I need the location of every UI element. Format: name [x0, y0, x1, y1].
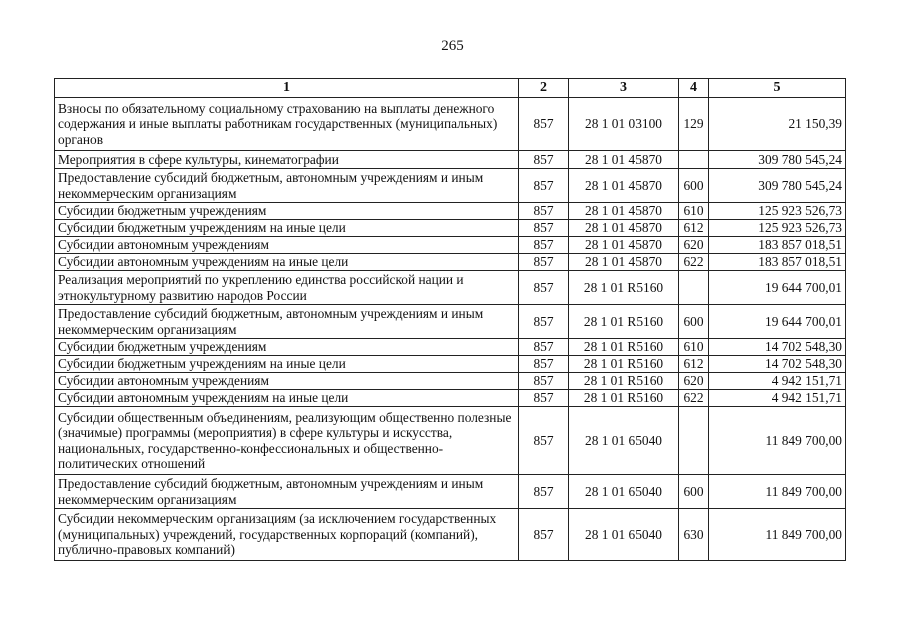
table-row	[55, 169, 846, 203]
row-amount: 11 849 700,00	[709, 509, 846, 561]
budget-table	[54, 78, 846, 561]
header-col-5: 5	[709, 79, 846, 98]
row-name: Субсидии бюджетным учреждениям	[55, 339, 519, 356]
table-row	[55, 390, 846, 407]
row-amount: 4 942 151,71	[709, 390, 846, 407]
row-target: 28 1 01 R5160	[569, 356, 679, 373]
row-type	[679, 271, 709, 305]
row-type: 622	[679, 254, 709, 271]
row-type: 630	[679, 509, 709, 561]
row-type: 600	[679, 305, 709, 339]
table-row	[55, 356, 846, 373]
row-target: 28 1 01 R5160	[569, 305, 679, 339]
row-code: 857	[519, 151, 569, 169]
row-target: 28 1 01 45870	[569, 169, 679, 203]
row-name: Субсидии автономным учреждениям на иные цели	[55, 254, 519, 271]
row-name: Взносы по обязательному социальному страхованию на выплаты денежного содержания и иные выплаты работникам государственных (муниципальных) органов	[55, 98, 519, 151]
table-row	[55, 475, 846, 509]
header-col-3: 3	[569, 79, 679, 98]
row-name: Предоставление субсидий бюджетным, автономным учреждениям и иным некоммерческим организациям	[55, 305, 519, 339]
row-type: 600	[679, 169, 709, 203]
table-row	[55, 509, 846, 561]
row-name: Реализация мероприятий по укреплению единства российской нации и этнокультурному развитию народов России	[55, 271, 519, 305]
row-name: Субсидии бюджетным учреждениям	[55, 203, 519, 220]
row-type: 612	[679, 356, 709, 373]
table-row	[55, 271, 846, 305]
row-name: Субсидии бюджетным учреждениям на иные цели	[55, 356, 519, 373]
row-code: 857	[519, 509, 569, 561]
row-amount: 19 644 700,01	[709, 271, 846, 305]
row-amount: 309 780 545,24	[709, 169, 846, 203]
table-row	[55, 203, 846, 220]
row-name: Мероприятия в сфере культуры, кинематографии	[55, 151, 519, 169]
table-body	[55, 98, 846, 561]
row-name: Предоставление субсидий бюджетным, автономным учреждениям и иным некоммерческим организациям	[55, 169, 519, 203]
row-code: 857	[519, 220, 569, 237]
table-row	[55, 339, 846, 356]
row-code: 857	[519, 98, 569, 151]
row-type: 610	[679, 203, 709, 220]
row-amount: 14 702 548,30	[709, 339, 846, 356]
row-amount: 19 644 700,01	[709, 305, 846, 339]
row-name: Субсидии автономным учреждениям	[55, 237, 519, 254]
row-target: 28 1 01 R5160	[569, 373, 679, 390]
row-name: Субсидии автономным учреждениям на иные цели	[55, 390, 519, 407]
row-type: 612	[679, 220, 709, 237]
header-row	[55, 79, 846, 98]
table-header	[55, 79, 846, 98]
row-target: 28 1 01 65040	[569, 509, 679, 561]
row-code: 857	[519, 203, 569, 220]
row-name: Субсидии общественным объединениям, реализующим общественно полезные (значимые) программы (мероприятия) в сфере культуры и искусства, национальных, государственно-конфессиональных и общественно-политических отношений	[55, 407, 519, 475]
row-amount: 21 150,39	[709, 98, 846, 151]
row-code: 857	[519, 373, 569, 390]
row-type	[679, 407, 709, 475]
row-code: 857	[519, 390, 569, 407]
row-target: 28 1 01 65040	[569, 407, 679, 475]
row-name: Предоставление субсидий бюджетным, автономным учреждениям и иным некоммерческим организациям	[55, 475, 519, 509]
row-target: 28 1 01 R5160	[569, 339, 679, 356]
row-target: 28 1 01 R5160	[569, 390, 679, 407]
header-col-2: 2	[519, 79, 569, 98]
table-row	[55, 237, 846, 254]
row-amount: 183 857 018,51	[709, 254, 846, 271]
table-row	[55, 305, 846, 339]
row-amount: 309 780 545,24	[709, 151, 846, 169]
row-target: 28 1 01 45870	[569, 254, 679, 271]
row-code: 857	[519, 169, 569, 203]
row-code: 857	[519, 305, 569, 339]
row-target: 28 1 01 45870	[569, 220, 679, 237]
row-amount: 11 849 700,00	[709, 407, 846, 475]
row-code: 857	[519, 271, 569, 305]
header-col-1: 1	[55, 79, 519, 98]
table-row	[55, 151, 846, 169]
row-amount: 4 942 151,71	[709, 373, 846, 390]
page-number: 265	[441, 38, 464, 54]
row-name: Субсидии некоммерческим организациям (за исключением государственных (муниципальных) учреждений, государственных корпораций (компаний), публично-правовых компаний)	[55, 509, 519, 561]
row-code: 857	[519, 254, 569, 271]
row-target: 28 1 01 65040	[569, 475, 679, 509]
row-name: Субсидии бюджетным учреждениям на иные цели	[55, 220, 519, 237]
row-code: 857	[519, 237, 569, 254]
table-row	[55, 220, 846, 237]
table-row	[55, 373, 846, 390]
row-code: 857	[519, 339, 569, 356]
row-code: 857	[519, 475, 569, 509]
table-row	[55, 407, 846, 475]
row-code: 857	[519, 407, 569, 475]
row-type: 600	[679, 475, 709, 509]
row-target: 28 1 01 R5160	[569, 271, 679, 305]
row-code: 857	[519, 356, 569, 373]
row-type: 620	[679, 237, 709, 254]
row-type: 620	[679, 373, 709, 390]
row-amount: 183 857 018,51	[709, 237, 846, 254]
row-target: 28 1 01 03100	[569, 98, 679, 151]
header-col-4: 4	[679, 79, 709, 98]
row-target: 28 1 01 45870	[569, 237, 679, 254]
row-type	[679, 151, 709, 169]
row-amount: 11 849 700,00	[709, 475, 846, 509]
row-type: 610	[679, 339, 709, 356]
table-row	[55, 254, 846, 271]
row-type: 622	[679, 390, 709, 407]
row-amount: 14 702 548,30	[709, 356, 846, 373]
row-target: 28 1 01 45870	[569, 203, 679, 220]
row-amount: 125 923 526,73	[709, 220, 846, 237]
row-name: Субсидии автономным учреждениям	[55, 373, 519, 390]
row-target: 28 1 01 45870	[569, 151, 679, 169]
row-amount: 125 923 526,73	[709, 203, 846, 220]
table-row	[55, 98, 846, 151]
row-type: 129	[679, 98, 709, 151]
